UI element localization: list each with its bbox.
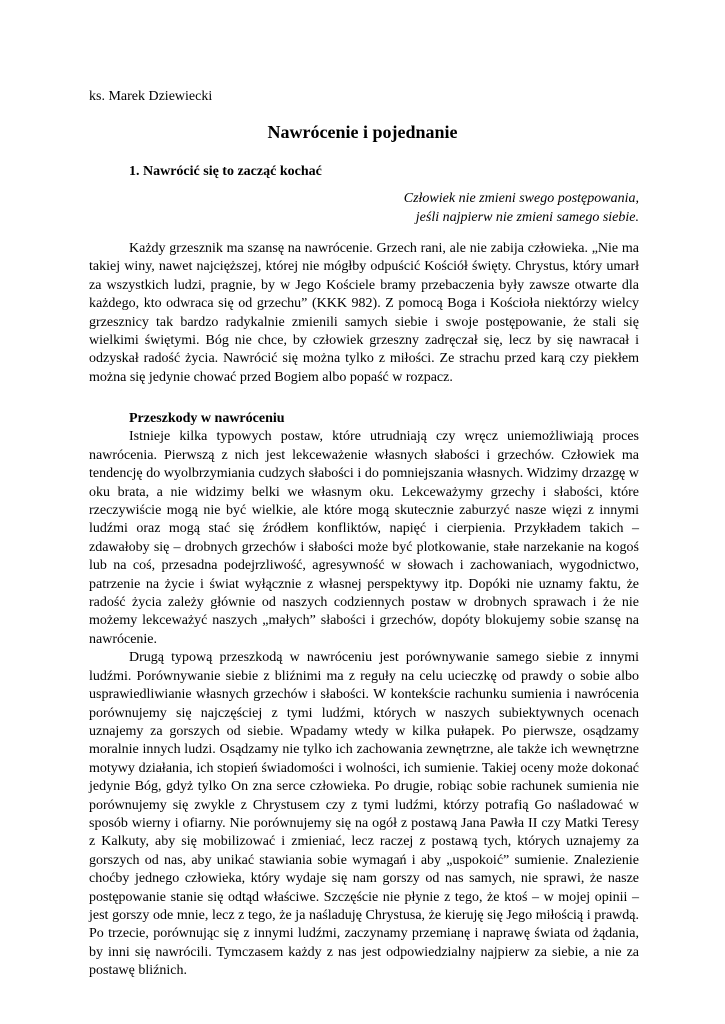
section-2-heading: Przeszkody w nawróceniu [129,411,285,426]
document-title: Nawrócenie i pojednanie [267,122,458,142]
section-1-body [89,240,639,387]
author-name: ks. Marek Dziewiecki [89,89,213,104]
section-2-body [89,410,639,981]
paragraph: Istnieje kilka typowych postaw, które utrudniają czy wręcz uniemożliwiają proces nawrócenia. Pierwszą z nich jest lekceważenie własnych słabości i grzechów. Człowiek ma tendencję do wyolbrzymiania cudzych słabości i do pomniejszania własnych. Widzimy drzazgę w oku brata, a nie widzimy belki we własnym oku. Lekceważymy grzechy i słabości, które rzeczywiście mogą nie być wielkie, ale które mogą skutecznie zaburzyć nasze więzi z innymi ludźmi oraz mogą stać się źródłem konfliktów, napięć i cierpienia. Przykładem takich – zdawałoby się – drobnych grzechów i słabości może być plotkowanie, stałe narzekanie na kogoś lub na coś, przesadna podejrzliwość, agresywność w słowach i zachowaniach, wygodnictwo, patrzenie na życie i świat wyłącznie z własnej perspektywy itp. Dopóki nie uznamy faktu, że radość życia zależy głównie od naszych codziennych postaw w drobnych sprawach i że nie możemy lekceważyć naszych „małych” słabości i grzechów, dopóty blokujemy sobie szansę na nawrócenie. [89,429,639,647]
section-1-heading: 1. Nawrócić się to zacząć kochać [129,164,322,179]
paragraph: Drugą typową przeszkodą w nawróceniu jest porównywanie samego siebie z innymi ludźmi. Porównywanie siebie z bliźnimi ma z reguły na celu ucieczkę od prawdy o sobie albo usprawiedliwianie własnych grzechów i słabości. W kontekście rachunku sumienia i nawrócenia porównujemy się najczęściej z tymi ludźmi, których w naszych subiektywnych ocenach uznajemy za gorszych od siebie. Wpadamy wtedy w kilka pułapek. Po pierwsze, osądzamy moralnie innych ludzi. Osądzamy nie tylko ich zachowania zewnętrzne, ale także ich wewnętrzne motywy działania, ich stopień świadomości i wolności, ich sumienie. Takiej oceny może dokonać jedynie Bóg, gdyż tylko On zna serce człowieka. Po drugie, robiąc sobie rachunek sumienia nie porównujemy się zwykle z Chrystusem czy z tymi ludźmi, którzy potrafią Go naśladować w sposób wierny i ofiarny. Nie porównujemy się na ogół z postawą Jana Pawła II czy Matki Teresy z Kalkuty, aby się mobilizować i zmieniać, lecz raczej z postawą tych, których uznajemy za gorszych od nas, aby unikać stawiania sobie wymagań i aby „uspokoić” sumienie. Znalezienie choćby jednego człowieka, który wydaje się nam gorszy od nas samych, nie sprawi, że nasze postępowanie stanie się odtąd właściwe. Szczęście nie płynie z tego, że ktoś – w mojej opinii – jest gorszy ode mnie, lecz z tego, że ja naśladuję Chrystusa, że kieruję się Jego miłością i prawdą. Po trzecie, porównując się z innymi ludźmi, zaczynamy przemianę i naprawę świata od żądania, by inni się nawrócili. Tymczasem każdy z nas jest odpowiedzialny najpierw za siebie, a nie za postawę bliźnich. [89,650,639,979]
motto-line-2: jeśli najpierw nie zmieni samego siebie. [415,210,639,225]
paragraph: Każdy grzesznik ma szansę na nawrócenie. Grzech rani, ale nie zabija człowieka. „Nie ma takiej winy, nawet najcięższej, której nie mógłby odpuścić Kościół święty. Chrystus, który umarł za wszystkich ludzi, pragnie, by w Jego Kościele bramy przebaczenia były zawsze otwarte dla każdego, kto odwraca się od grzechu” (KKK 982). Z pomocą Boga i Kościoła niektórzy wielcy grzesznicy tak bardzo radykalnie zmienili samych siebie i swoje postępowanie, że stali się wielkimi świętymi. Bóg nie chce, by człowiek grzeszny zadręczał się, lecz by się nawracał i odzyskał radość życia. Nawrócić się można tylko z miłości. Ze strachu przed karą czy piekłem można się jedynie chować przed Bogiem albo popaść w rozpacz. [89,241,639,385]
motto-quote [404,189,639,227]
motto-line-1: Człowiek nie zmieni swego postępowania, [403,191,639,206]
